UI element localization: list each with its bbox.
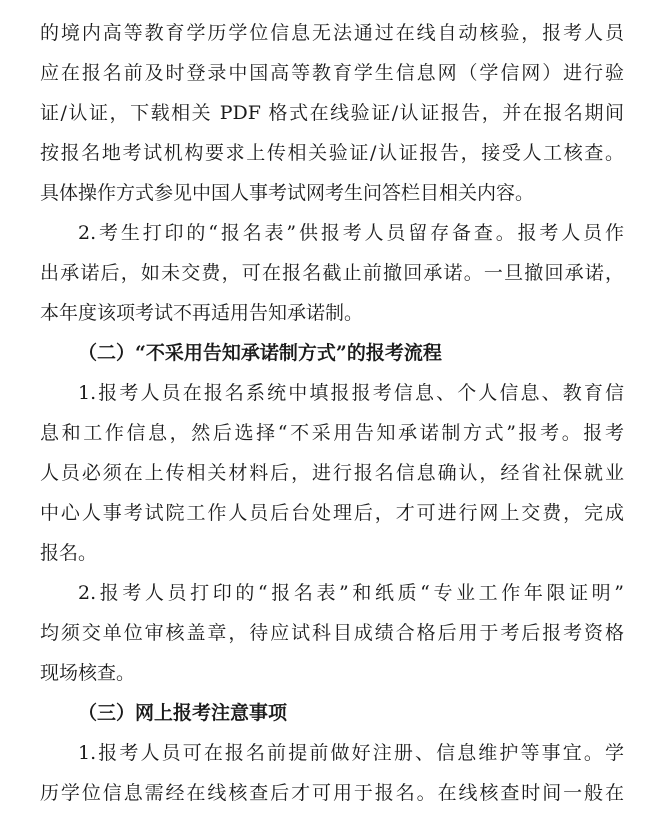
- paragraph-line: 2.考生打印的“报名表”供报考人员留存备查。报考人员作: [78, 222, 624, 244]
- paragraph-line: 按报名地考试机构要求上传相关验证/认证报告，接受人工核查。: [40, 142, 624, 164]
- paragraph-line: 息和工作信息，然后选择“不采用告知承诺制方式”报考。报考: [40, 422, 624, 444]
- paragraph-line: 证/认证，下载相关 PDF 格式在线验证/认证报告，并在报名期间: [40, 102, 624, 124]
- paragraph-line: 现场核查。: [40, 662, 136, 684]
- section-heading: （三）网上报考注意事项: [78, 702, 288, 724]
- paragraph-line: 均须交单位审核盖章，待应试科目成绩合格后用于考后报考资格: [40, 622, 624, 644]
- paragraph-line: 历学位信息需经在线核查后才可用于报名。在线核查时间一般在: [40, 782, 624, 804]
- paragraph-line: 的境内高等教育学历学位信息无法通过在线自动核验，报考人员: [40, 22, 624, 44]
- paragraph-line: 出承诺后，如未交费，可在报名截止前撤回承诺。一旦撤回承诺，: [40, 262, 624, 284]
- paragraph-line: 本年度该项考试不再适用告知承诺制。: [40, 302, 364, 324]
- paragraph-line: 报名。: [40, 542, 98, 564]
- paragraph-line: 1.报考人员在报名系统中填报报考信息、个人信息、教育信: [78, 382, 624, 404]
- section-heading: （二）“不采用告知承诺制方式”的报考流程: [78, 342, 442, 364]
- paragraph-line: 2.报考人员打印的“报名表”和纸质“专业工作年限证明”: [78, 582, 624, 604]
- paragraph-line: 人员必须在上传相关材料后，进行报名信息确认，经省社保就业: [40, 462, 624, 484]
- paragraph-line: 中心人事考试院工作人员后台处理后，才可进行网上交费，完成: [40, 502, 624, 524]
- paragraph-line: 应在报名前及时登录中国高等教育学生信息网（学信网）进行验: [40, 62, 624, 84]
- paragraph-line: 具体操作方式参见中国人事考试网考生问答栏目相关内容。: [40, 182, 535, 204]
- paragraph-line: 1.报考人员可在报名前提前做好注册、信息维护等事宜。学: [78, 742, 624, 764]
